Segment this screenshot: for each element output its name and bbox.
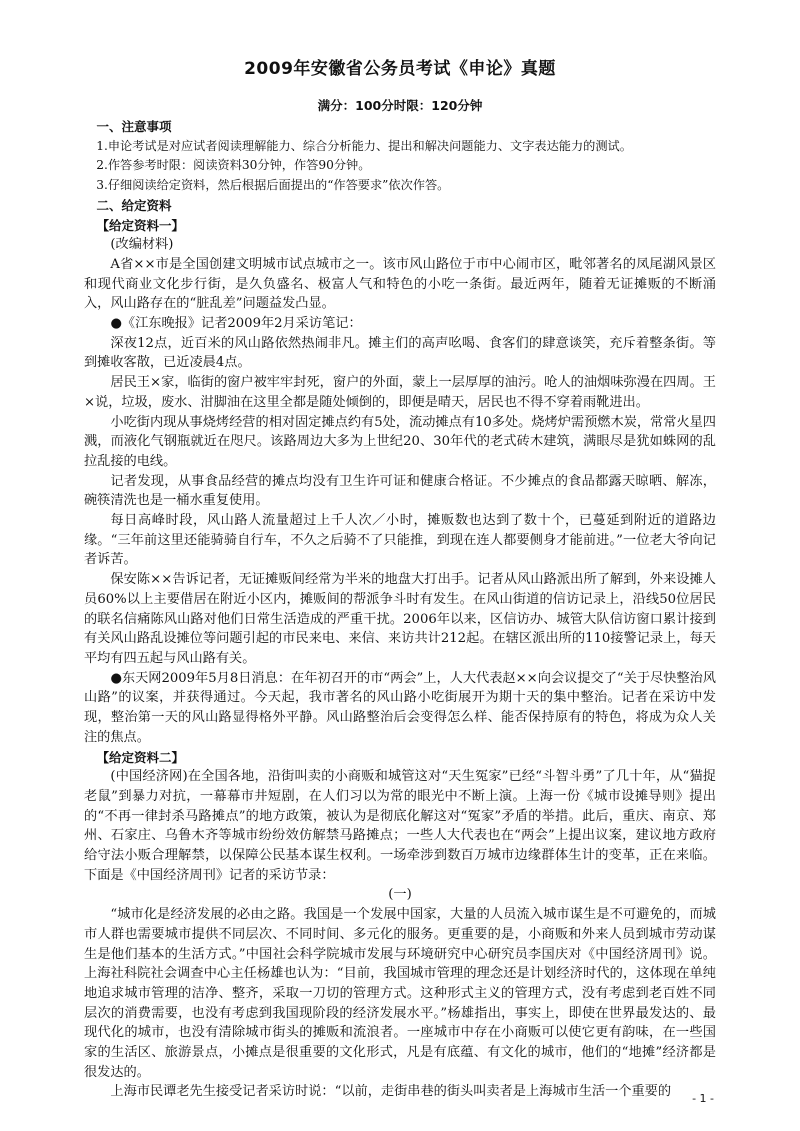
- material1-source: (改编材料): [110, 237, 174, 253]
- paragraph: 每日高峰时段，风山路人流量超过上千人次／小时，摊贩数也达到了数十个，已蔓延到附近的道路边缘。“三年前这里还能骑骑自行车，不久之后骑不了只能推，到现在连人都要侧身才能前进。”一位老大爷向记者诉苦。: [84, 513, 716, 568]
- notes-heading: 一、注意事项: [96, 119, 172, 134]
- paragraph: “城市化是经济发展的必由之路。我国是一个发展中国家，大量的人员流入城市谋生是不可避免的，而城市人群也需要城市提供不同层次、不同时间、多元化的服务。更重要的是，小商贩和外来人员到城市劳动谋生是他们基本的生活方式。”中国社会科学院城市发展与环境研究中心研究员李国庆对《中国经济周刊》说。上海社科院社会调查中心主任杨雄也认为：“目前，我国城市管理的理念还是计划经济时代的，这体现在单纯地追求城市管理的洁净、整齐，采取一刀切的管理方式。这种形式主义的管理方式，没有考虑到老百姓不同层次的消费需要，也没有考虑到我国现阶段的经济发展水平。”杨雄指出，事实上，即使在世界最发达的、最现代化的城市，也没有清除城市街头的摊贩和流浪者。一座城市中存在小商贩可以使它更有韵味，在一些国家的生活区、旅游景点，小摊点是很重要的文化形式，凡是有底蕴、有文化的城市，他们的“地摊”经济都是很发达的。: [84, 907, 716, 1080]
- paragraph: 保安陈××告诉记者，无证摊贩间经常为半米的地盘大打出手。记者从风山路派出所了解到，外来设摊人员60%以上主要借居在附近小区内，摊贩间的帮派争斗时有发生。在风山街道的信访记录上，沿线50位居民的联名信痛陈风山路对他们日常生活造成的严重干扰。2006年以来，区信访办、城管大队信访窗口累计接到有关风山路乱设摊位等问题引起的市民来电、来信、来访共计212起。在辖区派出所的110接警记录上，每天平均有四五起与风山路有关。: [84, 572, 716, 666]
- paragraph: 居民王×家，临街的窗户被牢牢封死，窗户的外面，蒙上一层厚厚的油污。呛人的油烟味弥漫在四周。王×说，垃圾，废水、泔脚油在这里全都是随处倾倒的，即便是晴天，居民也不得不穿着雨靴进出。: [84, 375, 716, 410]
- material1-heading: 【给定资料一】: [96, 217, 185, 233]
- subsection-label: (一): [388, 887, 412, 903]
- note-item: 1.申论考试是对应试者阅读理解能力、综合分析能力、提出和解决问题能力、文字表达能力的测试。: [96, 138, 632, 153]
- paragraph: 上海市民谭老先生接受记者采访时说：“以前，走街串巷的街头叫卖者是上海城市生活一个重要的: [110, 1084, 672, 1100]
- paragraph: A省××市是全国创建文明城市试点城市之一。该市风山路位于市中心闹市区，毗邻著名的凤尾湖风景区和现代商业文化步行街，是久负盛名、极富人气和特色的小吃一条街。最近两年，随着无证摊贩的不断涌入，风山路存在的“脏乱差”问题益发凸显。: [84, 256, 716, 312]
- paragraph: 记者发现，从事食品经营的摊点均没有卫生许可证和健康合格证。不少摊点的食品都露天晾晒、解冻，碗筷清洗也是一桶水重复使用。: [84, 473, 716, 509]
- page-number: - 1 -: [692, 1092, 714, 1105]
- paragraph: ●《江东晚报》记者2009年2月采访笔记：: [110, 316, 362, 332]
- paragraph: 深夜12点，近百米的风山路依然热闹非凡。摊主们的高声吆喝、食客们的肆意谈笑，充斥着整条街。等到摊收客散，已近凌晨4点。: [84, 335, 716, 371]
- note-item: 3.仔细阅读给定资料，然后根据后面提出的“作答要求”依次作答。: [96, 178, 450, 193]
- document-body: [84, 117, 716, 1102]
- paragraph: 小吃街内现从事烧烤经营的相对固定摊点约有5处，流动摊点有10多处。烧烤炉需预燃木炭，常常火星四溅，而液化气钢瓶就近在咫尺。该路周边大多为上世纪20、30年代的老式砖木建筑，满眼尽是犹如蛛网的乱拉乱接的电线。: [84, 414, 716, 469]
- materials-heading: 二、给定资料: [96, 197, 172, 213]
- exam-meta: 满分：100分时限：120分钟: [317, 98, 483, 113]
- note-item: 2.作答参考时限：阅读资料30分钟，作答90分钟。: [96, 158, 371, 173]
- material2-heading: 【给定资料二】: [96, 749, 185, 765]
- paragraph: (中国经济网)在全国各地，沿街叫卖的小商贩和城管这对“天生冤家”已经“斗智斗勇”了几十年，从“猫捉老鼠”到暴力对抗，一幕幕市井短剧，在人们习以为常的眼光中不断上演。上海一份《城市设摊导则》提出的“不再一律封杀马路摊点”的地方政策，被认为是彻底化解这对“冤家”矛盾的举措。此后，重庆、南京、郑州、石家庄、乌鲁木齐等城市纷纷效仿解禁马路摊点；一些人大代表也在“两会”上提出议案，建议地方政府给守法小贩合理解禁，以保障公民基本谋生权利。一场牵涉到数百万城市边缘群体生计的变革，正在来临。下面是《中国经济周刊》记者的采访节录：: [84, 769, 716, 883]
- document-title: 2009年安徽省公务员考试《申论》真题: [244, 59, 556, 79]
- paragraph: ●东天网2009年5月8日消息：在年初召开的市“两会”上，人大代表赵××向会议提交了“关于尽快整治风山路”的议案，并获得通过。今天起，我市著名的风山路小吃街展开为期十天的集中整治。记者在采访中发现，整治第一天的风山路显得格外平静。风山路整治后会变得怎么样、能否保持原有的特色，将成为众人关注的焦点。: [84, 670, 716, 745]
